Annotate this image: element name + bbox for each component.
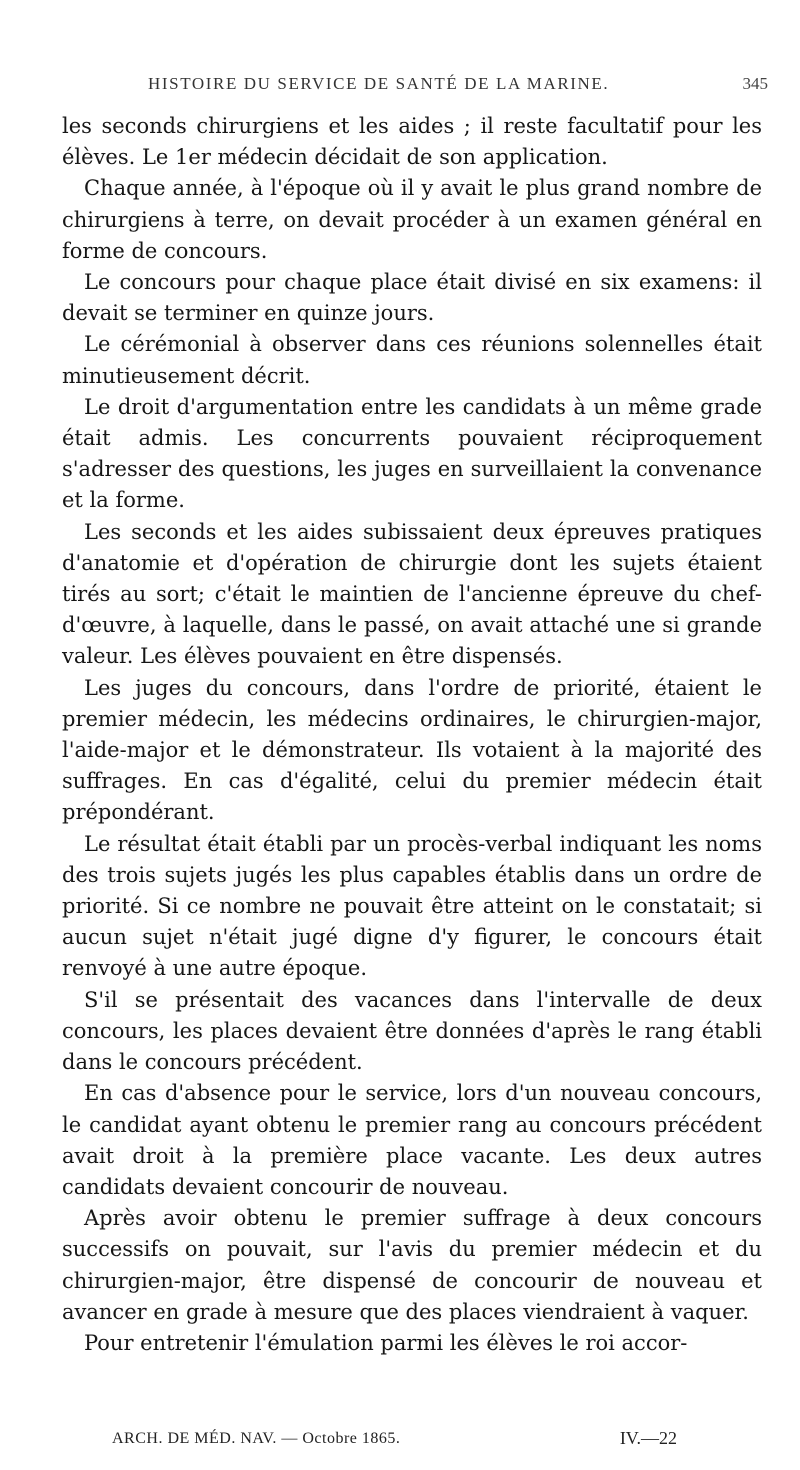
paragraph: S'il se présentait des vacances dans l'intervalle de deux concours, les places devaient être données d'après le rang établi dans le concours précédent. <box>62 987 762 1075</box>
paragraph: Le résultat était établi par un procès-verbal indiquant les noms des trois sujets jugés les plus capables établis dans un ordre de priorité. Si ce nombre ne pouvait être atteint on le constatait; si aucun sujet n'était jugé digne d'y figurer, le concours était renvoyé à une autre époque. <box>62 831 762 981</box>
body-text <box>62 111 762 1359</box>
footer-signature-mark: IV.—22 <box>619 1428 677 1448</box>
paragraph: Chaque année, à l'époque où il y avait le plus grand nombre de chirurgiens à terre, on devait procéder à un examen général en forme de concours. <box>62 176 762 263</box>
paragraph: Pour entretenir l'émulation parmi les élèves le roi accor- <box>84 1330 688 1355</box>
paragraph: Le droit d'argumentation entre les candidats à un même grade était admis. Les concurrents pouvaient réciproquement s'adresser des questions, les juges en surveillaient la convenance et la forme. <box>62 394 762 513</box>
paragraph: les seconds chirurgiens et les aides ; il reste facultatif pour les élèves. Le 1er médecin décidait de son application. <box>62 114 762 170</box>
running-title: HISTOIRE DU SERVICE DE SANTÉ DE LA MARINE. <box>148 74 610 93</box>
paragraph: Les juges du concours, dans l'ordre de priorité, étaient le premier médecin, les médecins ordinaires, le chirurgien-major, l'aide-major et le démonstrateur. Ils votaient à la majorité des suffrages. En cas d'égalité, celui du premier médecin était prépondérant. <box>62 675 762 825</box>
paragraph: En cas d'absence pour le service, lors d'un nouveau concours, le candidat ayant obtenu le premier rang au concours précédent avait droit à la première place vacante. Les deux autres candidats devaient concourir de nouveau. <box>62 1081 762 1199</box>
running-head <box>148 74 768 98</box>
paragraph: Après avoir obtenu le premier suffrage à deux concours successifs on pouvait, sur l'avis du premier médecin et du chirurgien-major, être dispensé de concourir de nouveau et avancer en grade à mesure que des places viendraient à vaquer. <box>62 1206 762 1324</box>
paragraph: Les seconds et les aides subissaient deux épreuves pratiques d'anatomie et d'opération de chirurgie dont les sujets étaient tirés au sort; c'était le maintien de l'ancienne épreuve du chef-d'œuvre, à laquelle, dans le passé, on avait attaché une si grande valeur. Les élèves pouvaient en être dispensés. <box>62 519 762 669</box>
page-footer <box>112 1428 677 1454</box>
paragraph: Le concours pour chaque place était divisé en six examens: il devait se terminer en quinze jours. <box>62 270 762 326</box>
footer-journal-citation: ARCH. DE MÉD. NAV. — Octobre 1865. <box>112 1430 401 1447</box>
paragraph: Le cérémonial à observer dans ces réunions solennelles était minutieusement décrit. <box>62 332 762 388</box>
page-number: 345 <box>742 74 768 93</box>
